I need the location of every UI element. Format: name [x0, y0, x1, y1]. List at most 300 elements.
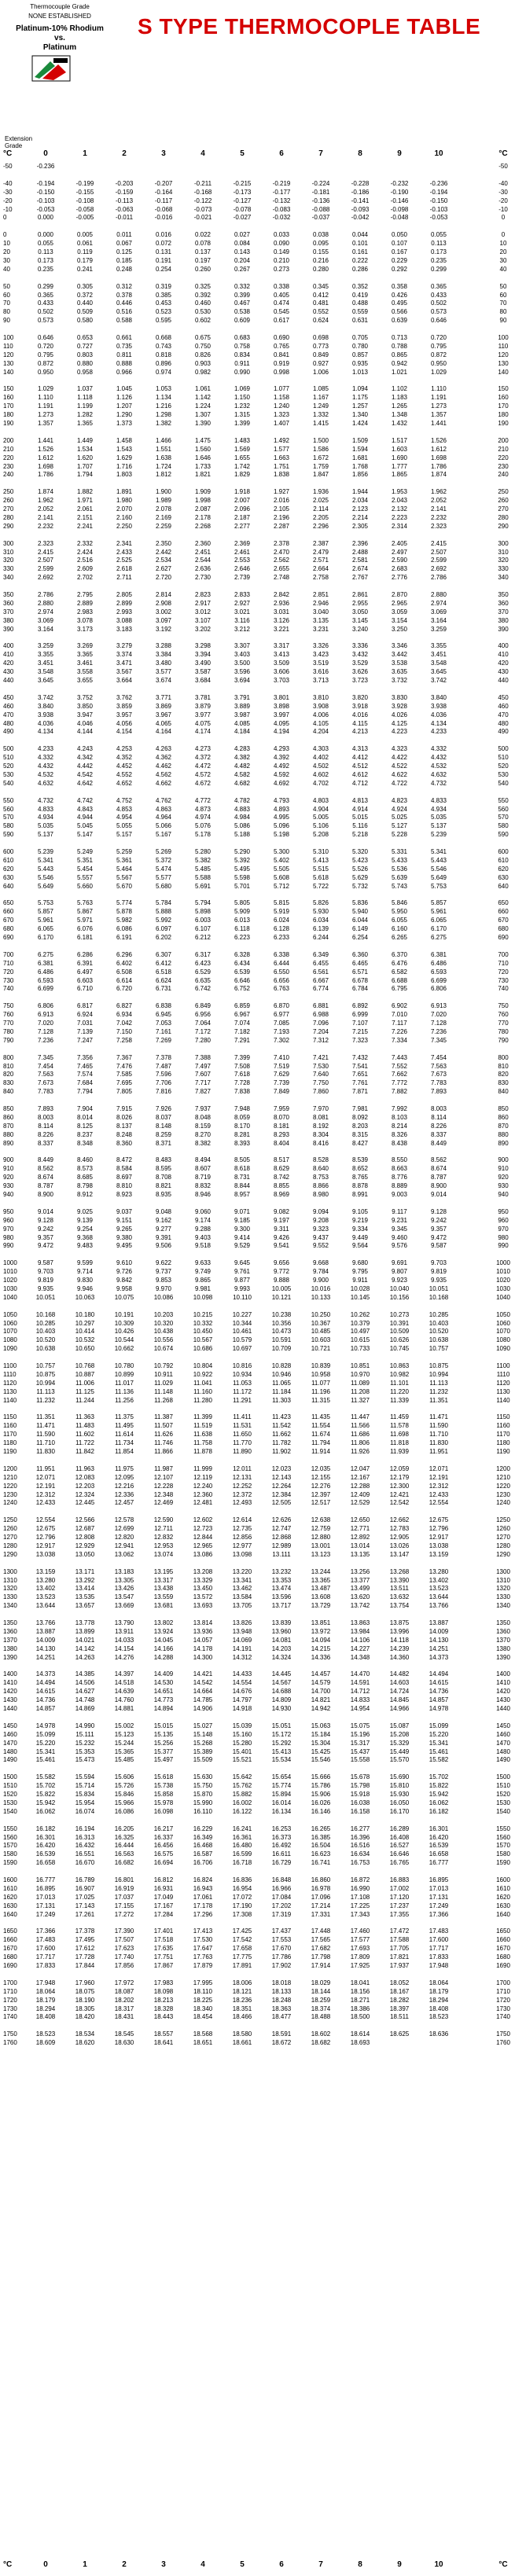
table-cell: 3.088	[116, 616, 133, 624]
table-cell: 18.179	[35, 1996, 56, 2004]
table-cell: 15.075	[350, 1722, 370, 1729]
row-temp-left: 1280	[3, 1542, 17, 1549]
row-temp-right: 720	[498, 968, 509, 976]
table-row	[0, 1190, 526, 1199]
table-cell: 1.759	[312, 462, 329, 470]
table-cell: 9.437	[312, 1233, 329, 1241]
table-cell: 7.064	[194, 1020, 212, 1027]
table-cell: 1.069	[234, 385, 251, 393]
table-cell: 4.303	[312, 745, 329, 753]
table-cell: 8.494	[194, 1156, 212, 1164]
table-cell: 10.285	[429, 1310, 449, 1318]
table-cell: 4.273	[194, 745, 212, 753]
table-cell: 14.833	[350, 1696, 370, 1704]
table-cell: 18.213	[153, 1996, 174, 2004]
table-cell: 17.296	[193, 1910, 213, 1918]
table-cell: 17.530	[193, 1936, 213, 1944]
row-temp-right: 1430	[496, 1696, 510, 1704]
table-cell: 17.366	[35, 1927, 56, 1935]
row-temp-right: 1600	[496, 1876, 510, 1883]
table-cell: 4.432	[430, 754, 447, 762]
row-temp-left: 140	[3, 368, 14, 376]
table-cell: 17.249	[35, 1910, 56, 1918]
table-cell: 4.984	[234, 814, 251, 821]
table-cell: 17.131	[35, 1902, 56, 1909]
table-cell: 3.231	[312, 625, 329, 633]
table-cell: 14.554	[232, 1679, 252, 1687]
table-cell: 17.072	[232, 1893, 252, 1901]
table-cell: 1.085	[312, 385, 329, 393]
table-cell: 12.735	[232, 1525, 252, 1533]
table-cell: 1.829	[234, 471, 251, 479]
table-cell: 2.917	[194, 599, 212, 607]
table-cell: 18.340	[193, 2005, 213, 2012]
table-cell: 16.587	[193, 1850, 213, 1858]
header-top-col-8: 7	[318, 149, 323, 158]
table-row	[0, 393, 526, 402]
table-cell: 12.856	[232, 1534, 252, 1541]
table-cell: 14.797	[232, 1696, 252, 1704]
table-cell: -0.122	[193, 197, 212, 204]
table-cell: 0.161	[351, 248, 369, 255]
table-cell: 13.280	[429, 1567, 449, 1575]
table-cell: 16.217	[153, 1825, 174, 1832]
table-cell: 3.742	[37, 693, 54, 701]
table-cell: 6.265	[391, 934, 408, 941]
row-temp-left: 1210	[3, 1473, 17, 1481]
row-temp-right: 110	[498, 342, 509, 350]
row-temp-left: 1080	[3, 1336, 17, 1344]
table-cell: 15.726	[114, 1782, 134, 1790]
table-cell: 17.948	[35, 1979, 56, 1986]
table-cell: 16.182	[429, 1807, 449, 1815]
table-cell: 1.612	[37, 454, 54, 461]
table-cell: 7.074	[234, 1020, 251, 1027]
table-cell: 1.927	[273, 488, 290, 496]
table-cell: 17.355	[389, 1910, 410, 1918]
table-cell: 4.174	[194, 728, 212, 736]
table-cell: 18.374	[311, 2005, 331, 2012]
table-cell: 0.365	[37, 291, 54, 299]
table-cell: 0.292	[391, 265, 408, 273]
row-temp-left: 1090	[3, 1345, 17, 1353]
table-cell: 16.396	[350, 1833, 370, 1841]
table-cell: 10.686	[193, 1345, 213, 1353]
table-cell: 3.269	[76, 642, 94, 650]
table-cell: 7.020	[37, 1020, 54, 1027]
table-cell: 2.105	[273, 505, 290, 513]
table-row	[0, 462, 526, 471]
table-cell: 9.449	[351, 1233, 369, 1241]
row-temp-left: 130	[3, 359, 14, 367]
table-cell: 2.350	[155, 539, 172, 547]
table-cell: 1.357	[430, 411, 447, 419]
table-cell: 13.038	[429, 1542, 449, 1549]
table-cell: 3.529	[351, 660, 369, 667]
table-cell: 2.851	[312, 591, 329, 598]
table-cell: 0.865	[391, 351, 408, 358]
table-cell: 15.630	[193, 1773, 213, 1781]
table-cell: 18.651	[193, 2039, 213, 2047]
row-temp-right: 320	[498, 557, 509, 564]
table-row	[0, 410, 526, 419]
table-row	[0, 1927, 526, 1935]
table-cell: 10.626	[389, 1336, 410, 1344]
table-cell: -0.088	[311, 205, 330, 213]
table-cell: 10.839	[311, 1362, 331, 1369]
table-cell: 13.766	[35, 1619, 56, 1626]
table-cell: 2.965	[391, 599, 408, 607]
table-cell: 10.674	[153, 1345, 174, 1353]
row-temp-left: 550	[3, 796, 14, 804]
table-cell: 12.203	[75, 1482, 95, 1490]
row-temp-left: 230	[3, 462, 14, 470]
table-cell: 3.538	[391, 660, 408, 667]
table-cell: 4.452	[116, 763, 133, 770]
table-cell: 15.534	[271, 1756, 292, 1764]
table-cell: 14.288	[153, 1653, 174, 1661]
table-cell: 0.639	[391, 317, 408, 325]
row-temp-right: -20	[498, 197, 508, 204]
row-temp-right: 790	[498, 1036, 509, 1044]
table-cell: 1.724	[155, 462, 172, 470]
table-cell: 4.016	[351, 711, 369, 718]
table-cell: 9.025	[76, 1207, 94, 1215]
table-cell: 7.871	[351, 1088, 369, 1096]
table-cell: 3.500	[234, 660, 251, 667]
table-cell: 0.911	[234, 359, 250, 367]
table-cell: 2.833	[234, 591, 251, 598]
table-cell: 11.758	[193, 1439, 212, 1447]
row-temp-right: 660	[498, 908, 509, 916]
table-cell: 16.729	[271, 1859, 292, 1867]
table-row	[0, 608, 526, 616]
table-cell: 10.745	[389, 1345, 410, 1353]
table-cell: 17.425	[232, 1927, 252, 1935]
table-cell: 11.113	[429, 1379, 448, 1387]
table-cell: 3.374	[116, 651, 133, 659]
table-cell: 7.684	[76, 1079, 94, 1087]
table-cell: -0.211	[193, 179, 212, 187]
table-row	[0, 916, 526, 924]
table-cell: 3.250	[391, 625, 408, 633]
table-cell: 15.208	[389, 1730, 410, 1738]
row-temp-left: 600	[3, 848, 14, 855]
table-cell: 17.049	[153, 1893, 174, 1901]
table-cell: 17.518	[153, 1936, 174, 1944]
table-cell: 15.148	[193, 1730, 213, 1738]
table-row	[0, 1584, 526, 1593]
table-cell: 16.277	[350, 1825, 370, 1832]
table-cell: 1.962	[430, 488, 447, 496]
table-cell: 6.988	[312, 1011, 329, 1019]
alloy-line-3: Platinum	[42, 43, 77, 52]
row-temp-right: 1180	[496, 1439, 510, 1447]
table-cell: 1.029	[37, 385, 54, 393]
row-temp-left: 1030	[3, 1284, 17, 1292]
table-cell: 13.802	[153, 1619, 174, 1626]
table-cell: 1.794	[76, 471, 94, 479]
table-cell: 12.529	[350, 1499, 370, 1507]
table-cell: 15.954	[75, 1799, 95, 1806]
table-cell: 10.544	[114, 1336, 134, 1344]
table-cell: 10.970	[350, 1370, 370, 1378]
table-row	[0, 1164, 526, 1173]
table-row	[0, 522, 526, 531]
table-cell: 2.052	[37, 505, 54, 513]
table-cell: 1.191	[430, 394, 447, 402]
row-temp-right: 1460	[496, 1730, 510, 1738]
table-cell: 3.307	[234, 642, 251, 650]
table-cell: 10.075	[114, 1293, 134, 1301]
table-cell: 11.590	[429, 1422, 448, 1430]
table-cell: 9.323	[312, 1225, 329, 1233]
table-cell: 1.029	[430, 368, 447, 376]
table-cell: 13.535	[75, 1593, 95, 1601]
table-cell: 13.669	[114, 1602, 134, 1610]
table-cell: 14.857	[35, 1705, 56, 1712]
table-cell: 1.199	[76, 402, 94, 410]
table-cell: 7.312	[312, 1036, 329, 1044]
table-row	[0, 1096, 526, 1104]
table-cell: 15.654	[271, 1773, 292, 1781]
table-cell: 11.674	[311, 1431, 330, 1439]
table-cell: 13.729	[311, 1602, 331, 1610]
table-cell: 2.720	[155, 574, 172, 582]
table-cell: 3.490	[194, 660, 212, 667]
row-temp-right: 1550	[496, 1825, 510, 1832]
table-cell: 8.203	[351, 1122, 369, 1130]
table-cell: 1.249	[312, 402, 329, 410]
table-cell: 4.873	[194, 805, 212, 813]
table-cell: 5.649	[430, 873, 447, 881]
table-row	[0, 197, 526, 205]
table-cell: 16.646	[389, 1850, 410, 1858]
table-cell: 17.682	[311, 1945, 331, 1953]
header-top-col-1: 0	[43, 149, 48, 158]
table-cell: 3.606	[273, 668, 290, 676]
table-cell: 0.713	[391, 334, 408, 341]
row-temp-left: 1370	[3, 1636, 17, 1644]
table-cell: 4.472	[194, 763, 212, 770]
table-cell: 15.002	[114, 1722, 134, 1729]
row-temp-right: 120	[498, 351, 509, 358]
table-cell: 17.190	[232, 1902, 252, 1909]
row-temp-left: 420	[3, 660, 14, 667]
table-cell: 3.012	[194, 608, 212, 616]
table-cell: -0.093	[351, 205, 370, 213]
table-cell: 16.241	[232, 1825, 252, 1832]
table-row	[0, 1276, 526, 1284]
table-cell: 13.195	[153, 1567, 174, 1575]
table-cell: 2.087	[194, 505, 212, 513]
table-cell: 6.667	[312, 976, 329, 984]
table-cell: 8.125	[76, 1122, 94, 1130]
table-cell: 17.925	[350, 1962, 370, 1969]
table-cell: 9.819	[430, 1268, 447, 1276]
table-cell: 14.457	[311, 1670, 331, 1678]
table-cell: 3.384	[155, 651, 172, 659]
table-cell: 14.978	[429, 1705, 449, 1712]
table-cell: 10.344	[232, 1319, 252, 1327]
table-cell: 15.497	[153, 1756, 174, 1764]
table-cell: 13.111	[272, 1550, 291, 1558]
column-header-bottom	[0, 2560, 526, 2571]
table-cell: 3.859	[116, 702, 133, 710]
table-cell: 4.402	[312, 754, 329, 762]
table-cell: 11.519	[193, 1422, 212, 1430]
table-cell: 10.203	[153, 1310, 174, 1318]
table-cell: 13.960	[271, 1627, 292, 1635]
row-temp-left: 590	[3, 831, 14, 839]
table-cell: 0.113	[38, 248, 53, 255]
table-cell: -0.083	[272, 205, 291, 213]
table-cell: 0.795	[430, 342, 447, 350]
table-cell: 11.387	[154, 1413, 173, 1421]
table-cell: 3.221	[273, 625, 290, 633]
row-temp-right: 1100	[496, 1362, 510, 1369]
table-cell: 0.888	[116, 359, 133, 367]
table-cell: 16.658	[429, 1850, 449, 1858]
table-cell: 4.532	[37, 770, 54, 778]
table-cell: 4.432	[37, 763, 54, 770]
table-cell: 2.277	[234, 522, 251, 530]
table-cell: 0.149	[273, 248, 290, 255]
table-cell: 3.918	[351, 702, 369, 710]
table-cell: 12.264	[271, 1482, 292, 1490]
table-cell: -0.194	[429, 188, 448, 196]
table-cell: 17.483	[429, 1927, 449, 1935]
table-cell: 9.935	[37, 1284, 54, 1292]
row-temp-right: 1240	[496, 1499, 510, 1507]
table-cell: 3.987	[234, 711, 251, 718]
table-cell: 2.488	[351, 548, 369, 556]
table-cell: 0.705	[351, 334, 369, 341]
table-cell: 4.934	[37, 814, 54, 821]
table-cell: 0.523	[155, 308, 172, 316]
table-cell: 2.636	[194, 565, 212, 573]
table-cell: 13.050	[75, 1550, 95, 1558]
table-cell: 5.649	[37, 882, 54, 890]
row-temp-right: 1730	[496, 2005, 510, 2012]
table-cell: 14.688	[271, 1688, 292, 1696]
table-cell: 11.830	[36, 1448, 55, 1455]
row-temp-right: 0	[501, 231, 506, 239]
table-cell: 11.053	[233, 1379, 252, 1387]
page-title: S TYPE THERMOCOPLE TABLE	[138, 14, 481, 39]
table-cell: 0.197	[194, 256, 212, 264]
table-cell: 5.310	[312, 848, 329, 855]
table-row	[0, 873, 526, 882]
table-cell: 6.710	[76, 985, 94, 993]
table-cell: 10.828	[271, 1362, 292, 1369]
table-cell: 9.900	[312, 1277, 329, 1284]
table-cell: 16.289	[389, 1825, 410, 1832]
row-temp-right: 1520	[496, 1791, 510, 1798]
table-cell: -0.219	[272, 179, 291, 187]
row-temp-left: 1270	[3, 1534, 17, 1541]
table-cell: 2.993	[116, 608, 133, 616]
table-row	[0, 891, 526, 899]
table-cell: 12.880	[311, 1534, 331, 1541]
table-cell: 11.125	[75, 1387, 94, 1395]
table-cell: 15.099	[429, 1722, 449, 1729]
table-cell: 8.382	[194, 1139, 212, 1147]
table-cell: 7.399	[234, 1053, 251, 1061]
table-cell: 3.059	[391, 608, 408, 616]
row-temp-left: 630	[3, 873, 14, 881]
table-cell: 1.989	[155, 497, 172, 505]
table-cell: 9.564	[351, 1242, 369, 1250]
table-cell: 4.522	[391, 763, 408, 770]
table-cell: 1.382	[155, 420, 172, 427]
table-cell: 4.552	[116, 770, 133, 778]
table-cell: 0.419	[351, 291, 369, 299]
table-cell: 18.006	[232, 1979, 252, 1986]
table-cell: 9.587	[430, 1242, 447, 1250]
table-cell: 9.128	[37, 1216, 54, 1224]
table-cell: 9.472	[430, 1233, 447, 1241]
table-cell: 2.296	[312, 522, 329, 530]
table-cell: 9.599	[76, 1259, 94, 1267]
table-cell: 17.600	[429, 1936, 449, 1944]
table-row	[0, 590, 526, 599]
table-cell: 0.267	[234, 265, 251, 273]
row-temp-left: 1060	[3, 1319, 17, 1327]
table-cell: 6.423	[194, 959, 212, 967]
table-cell: 10.086	[153, 1293, 174, 1301]
table-cell: 16.741	[311, 1859, 331, 1867]
table-cell: 2.609	[76, 565, 94, 573]
table-cell: 9.151	[116, 1216, 133, 1224]
table-cell: 8.148	[155, 1122, 172, 1130]
table-cell: 0.595	[155, 317, 172, 325]
table-cell: 6.497	[76, 968, 94, 976]
table-cell: 2.908	[155, 599, 172, 607]
table-cell: 6.699	[430, 976, 447, 984]
table-cell: -0.058	[75, 205, 94, 213]
row-temp-right: 1490	[496, 1756, 510, 1764]
table-cell: 10.603	[311, 1336, 331, 1344]
row-temp-right: 1760	[496, 2039, 510, 2047]
table-cell: 4.592	[273, 770, 290, 778]
table-cell: 3.977	[194, 711, 212, 718]
table-cell: 4.026	[391, 711, 408, 718]
table-cell: 18.064	[35, 1987, 56, 1995]
table-cell: 3.259	[430, 625, 447, 633]
table-cell: -0.141	[351, 197, 370, 204]
table-cell: 18.443	[153, 2013, 174, 2021]
table-cell: 10.005	[271, 1284, 292, 1292]
table-cell: 9.958	[116, 1284, 133, 1292]
row-temp-left: 50	[3, 282, 10, 290]
row-temp-right: 340	[498, 574, 509, 582]
table-cell: 3.732	[391, 677, 408, 684]
table-row	[0, 1344, 526, 1353]
table-cell: 4.974	[194, 814, 212, 821]
row-temp-left: 1700	[3, 1979, 17, 1986]
table-cell: 5.961	[37, 917, 54, 924]
table-row	[0, 1104, 526, 1113]
table-cell: 2.692	[37, 574, 54, 582]
table-cell: 1.357	[37, 420, 54, 427]
table-cell: 2.497	[391, 548, 408, 556]
table-cell: 12.071	[35, 1473, 56, 1481]
table-cell: 7.618	[234, 1071, 251, 1079]
table-cell: 8.787	[430, 1174, 447, 1181]
table-cell: 0.857	[351, 351, 369, 358]
table-cell: 5.712	[273, 882, 290, 890]
